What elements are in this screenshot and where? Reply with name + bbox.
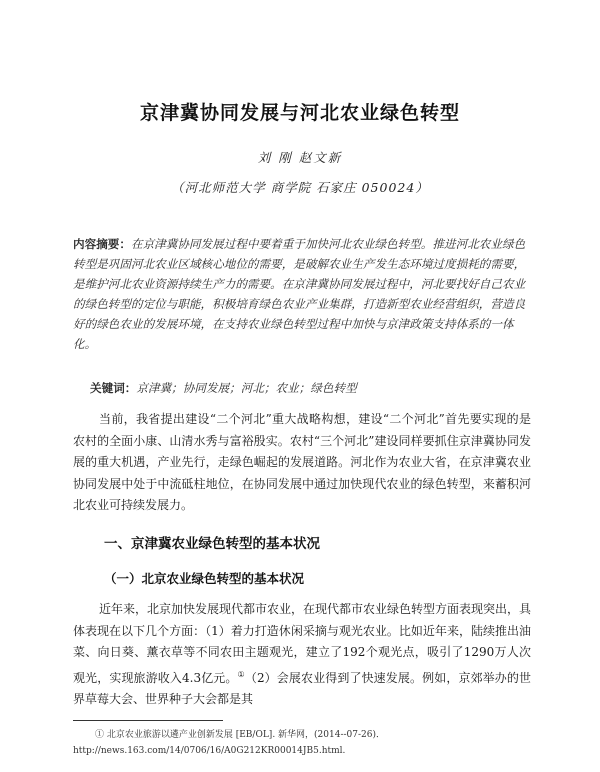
keywords-text: 京津冀；协同发展；河北；农业；绿色转型	[136, 381, 357, 395]
keywords-label: 关键词：	[90, 381, 137, 395]
footnote-marker[interactable]: ①	[237, 669, 245, 679]
author-names: 刘 刚 赵文新	[257, 150, 343, 165]
footnote: ① 北京农业旅游以遴产业创新发展 [EB/OL]. 新华网，(2014--07-26)．http://news.163.com/14/0706/16/A0G212KR00014JB5.html.	[73, 730, 385, 756]
abstract	[73, 234, 531, 354]
section-heading: 一、京津冀农业绿色转型的基本状况	[104, 536, 320, 552]
author-affiliation: （河北师范大学 商学院 石家庄 050024）	[171, 180, 429, 195]
body-paragraph-intro: 当前，我省提出建设“二个河北”重大战略构想，建设“二个河北”首先要实现的是农村的全面小康、山清水秀与富裕殷实。农村“三个河北”建设同样要抓住京津冀协同发展的重大机遇，产业先行，走绿色崛起的发展道路。河北作为农业大省，在京津冀农业协同发展中处于中流砥柱地位，在协同发展中通过加快现代农业的绿色转型，来蓄积河北农业可持续发展力。	[73, 412, 531, 512]
abstract-label: 内容摘要：	[73, 237, 131, 251]
abstract-text: 在京津冀协同发展过程中要着重于加快河北农业绿色转型。推进河北农业绿色转型是巩固河北农业区域核心地位的需要，是破解农业生产发生态环境过度损耗的需要，是维护河北农业资源持续生产力的需要。在京津冀协同发展过程中，河北要找好自己农业的绿色转型的定位与职能，积极培育绿色农业产业集群，打造新型农业经营组织，营造良好的绿色农业的发展环境，在支持农业绿色转型过程中加快与京津政策支持体系的一体化。	[73, 237, 526, 351]
paragraph-text-tail: （2）会展农业得到了快速发展。例如，京郊举办的世界草莓大会、世界种子大会都是其	[73, 670, 532, 706]
subsection-heading: （一）北京农业绿色转型的基本状况	[104, 571, 305, 586]
footnote-divider	[73, 720, 223, 721]
body-paragraph-beijing	[73, 599, 531, 711]
paper-title: 京津冀协同发展与河北农业绿色转型	[139, 102, 460, 124]
keywords	[90, 378, 530, 398]
paragraph-text: 近年来，北京加快发展现代都市农业，在现代都市农业绿色转型方面表现突出，具体表现在以下几个方面：（1）着力打造休闲采摘与观光农业。比如近年来，陆续推出油菜、向日葵、薰衣草等不同农田主题观光，建立了192个观光点，吸引了1290万人次观光，实现旅游收入4.3亿元。	[73, 602, 532, 685]
